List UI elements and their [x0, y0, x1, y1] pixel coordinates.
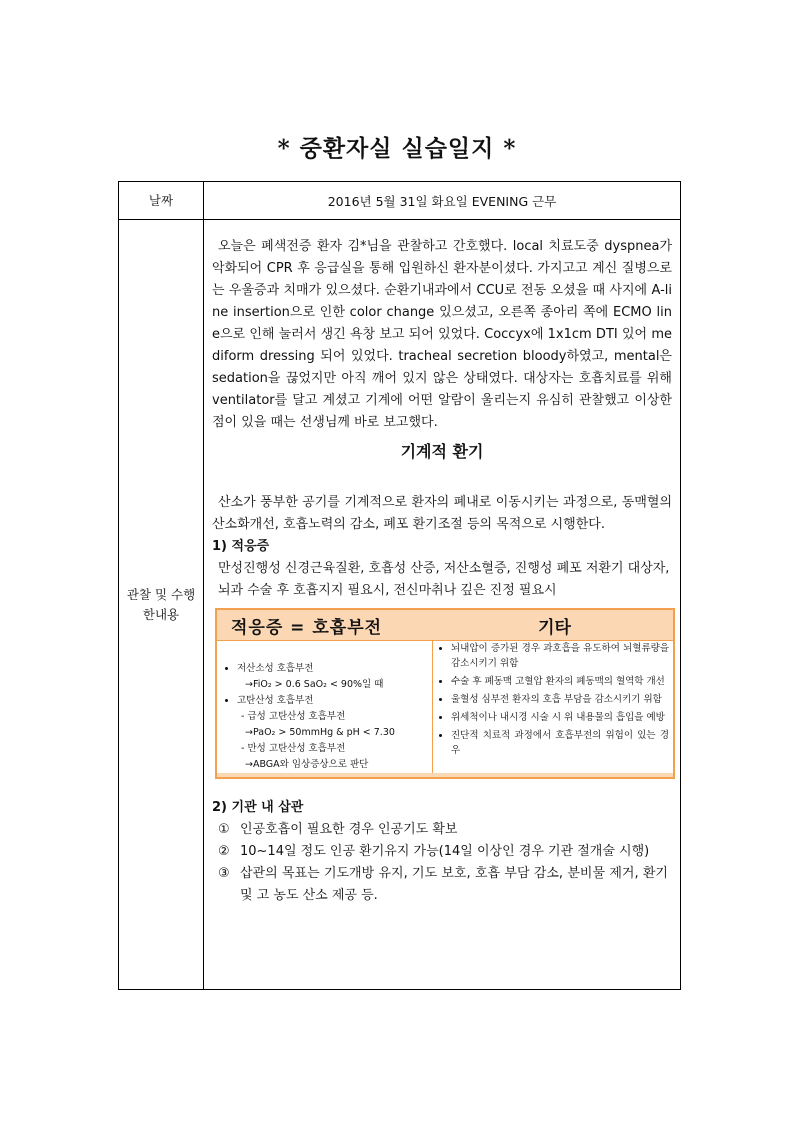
- content-label-text: 관찰 및 수행한내용: [126, 586, 196, 622]
- hypercapnic-line: →PaO₂ > 50mmHg & pH < 7.30: [245, 727, 395, 738]
- hypoxic-failure-detail: →FiO₂ > 0.6 SaO₂ < 90%일 때: [245, 679, 384, 690]
- indication-text: 만성진행성 신경근육질환, 호흡성 산증, 저산소혈증, 진행성 폐포 저환기 대상자, 뇌과 수술 후 호흡지지 필요시, 전신마취나 깊은 진정 필요시: [218, 561, 670, 598]
- content-cell: [204, 220, 681, 990]
- content-label: [119, 220, 204, 990]
- list-item: [212, 863, 672, 907]
- page-title: * 중환자실 실습일지 *: [277, 135, 517, 162]
- practice-log-table: [118, 181, 681, 990]
- intubation-title: 2) 기관 내 삽관: [212, 800, 304, 815]
- list-item: [212, 819, 672, 841]
- item-text: 인공호흡이 필요한 경우 인공기도 확보: [240, 822, 458, 837]
- respiratory-failure-column: [217, 641, 433, 773]
- list-item: • 뇌내압이 증가된 경우 과호흡을 유도하여 뇌혈류량을 감소시키기 위함: [451, 641, 669, 671]
- hypercapnic-line: - 만성 고탄산성 호흡부전: [241, 743, 346, 754]
- indication-box-body: [217, 641, 673, 773]
- list-item: • 위세척이나 내시경 시술 시 위 내용물의 흡입을 예방: [451, 710, 669, 725]
- indication-box: [215, 608, 675, 779]
- item-number: ①: [218, 822, 230, 837]
- observation-paragraph: 오늘은 폐색전증 환자 김*님을 관찰하고 간호했다. local 치료도중 dyspnea가 악화되어 CPR 후 응급실을 통해 입원하신 환자분이셨다. 가지고고 계신 질병으로는 우울증과 치매가 있으셨다. 순환기내과에서 CCU로 전동 오셨을 때 사지에 A-line insertion으로 인한 color change 있으셨고, 오른쪽 종아리 쪽에 ECMO line으로 인해 눌러서 생긴 욕창 보고 되어 있었다. Coccyx에 1x1cm DTI 있어 mediform dressing 되어 있었다. tracheal secretion bloody하였고, mental은 sedation을 끊었지만 아직 깨어 있지 않은 상태였다. 대상자는 호흡치료를 위해 ventilator를 달고 계셨고 기계에 어떤 알람이 울리는지 유심히 관찰했고 이상한 점이 있을 때는 선생님께 바로 보고했다.: [212, 239, 672, 430]
- indication-box-header: [217, 610, 673, 641]
- item-text: 삽관의 목표는 기도개방 유지, 기도 보호, 호흡 부담 감소, 분비물 제거, 환기 및 고 농도 산소 제공 등.: [240, 866, 668, 903]
- indication-title: 1) 적응증: [212, 539, 270, 554]
- list-item: • 수술 후 폐동맥 고혈압 환자의 폐동맥의 혈역학 개선: [451, 674, 669, 689]
- item-text: 10~14일 정도 인공 환기유지 가능(14일 이상인 경우 기관 절개술 시행): [240, 844, 650, 859]
- date-label: 날짜: [119, 182, 204, 220]
- list-item: • 진단적 치료적 과정에서 호흡부전의 위험이 있는 경우: [451, 728, 669, 758]
- box-bottom-band: [217, 773, 673, 777]
- intro-paragraph: 산소가 풍부한 공기를 기계적으로 환자의 폐내로 이동시키는 과정으로, 동맥혈의 산소화개선, 호흡노력의 감소, 폐포 환기조절 등의 목적으로 시행한다.: [212, 495, 672, 532]
- section-heading: 기계적 환기: [400, 442, 484, 461]
- box-header-right: 기타: [538, 617, 571, 638]
- list-item: • 울혈성 심부전 환자의 호흡 부담을 감소시키기 위함: [451, 692, 669, 707]
- hypoxic-failure-label: 저산소성 호흡부전: [237, 663, 314, 674]
- content-row: [119, 220, 681, 990]
- hypercapnic-failure-label: 고탄산성 호흡부전: [237, 695, 314, 706]
- list-item: [212, 841, 672, 863]
- hypercapnic-line: - 급성 고탄산성 호흡부전: [241, 711, 346, 722]
- item-number: ③: [218, 866, 230, 881]
- item-number: ②: [218, 844, 230, 859]
- box-header-left: 적응증 = 호흡부전: [231, 617, 383, 638]
- date-value: 2016년 5월 31일 화요일 EVENING 근무: [204, 182, 681, 220]
- list-item: [237, 661, 428, 693]
- list-item: [237, 693, 428, 773]
- hypercapnic-line: →ABGA와 임상증상으로 판단: [245, 759, 369, 770]
- other-column: [433, 641, 673, 773]
- date-row: [119, 182, 681, 220]
